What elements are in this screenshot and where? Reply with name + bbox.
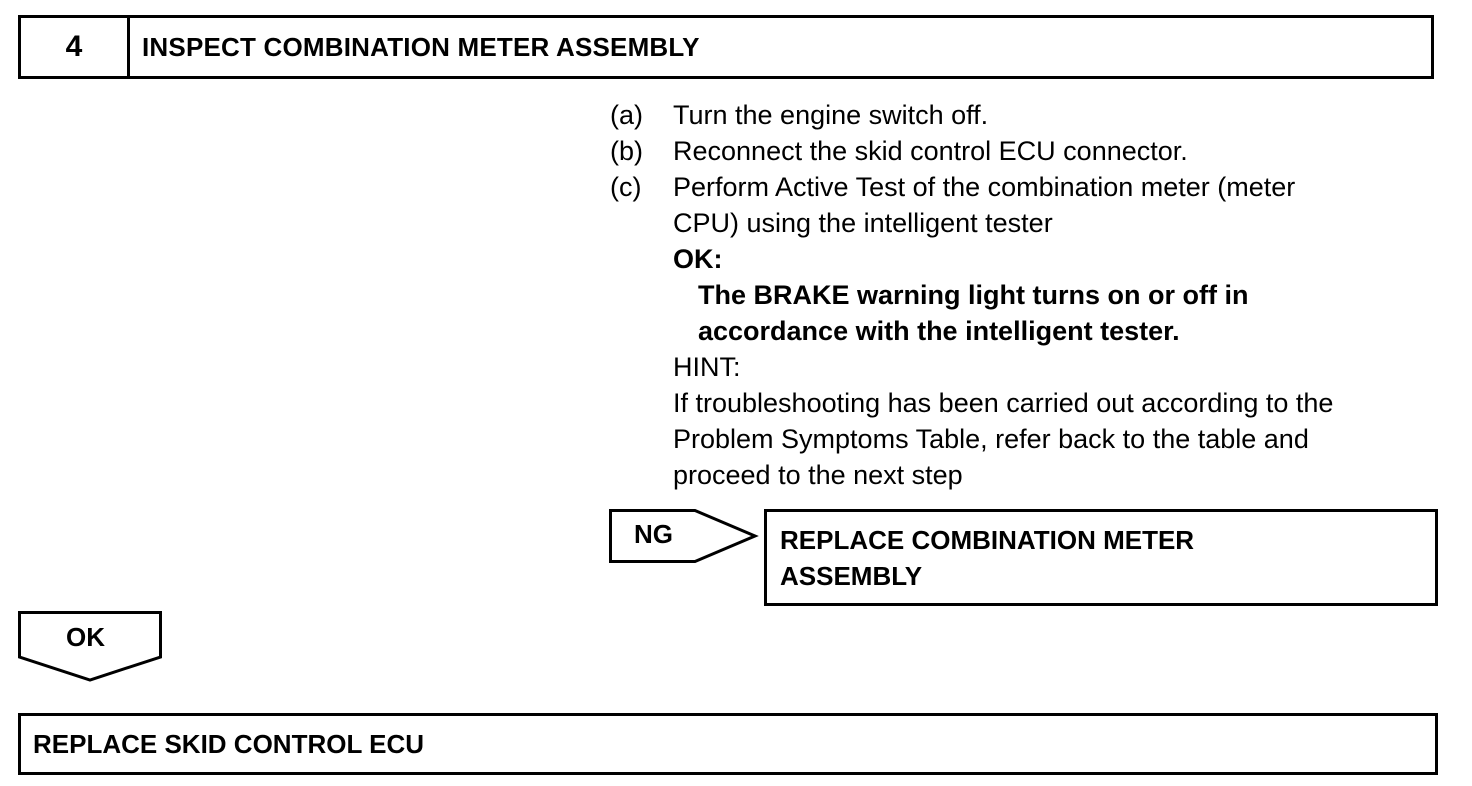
- hint-line1: If troubleshooting has been carried out according to the: [673, 388, 1334, 418]
- ng-action-line2: ASSEMBLY: [780, 561, 923, 591]
- step-header: [18, 15, 1434, 79]
- ng-action-box: [764, 509, 1438, 606]
- ok-criteria-line2: accordance with the intelligent tester.: [698, 316, 1180, 346]
- ng-action-line1: REPLACE COMBINATION METER: [780, 525, 1195, 555]
- ok-criteria-label: OK:: [673, 244, 723, 274]
- hint-line3: proceed to the next step: [673, 460, 963, 490]
- ok-action-box: [18, 713, 1438, 775]
- ng-label: NG: [634, 519, 673, 549]
- ng-arrow-icon: [609, 509, 759, 565]
- instruction-c-line1: Perform Active Test of the combination meter (meter: [673, 172, 1296, 202]
- step-number: 4: [21, 18, 130, 76]
- instruction-a-label: (a): [610, 100, 643, 130]
- ok-label: OK: [66, 622, 105, 652]
- instructions: [610, 97, 1440, 493]
- ok-criteria-line1: The BRAKE warning light turns on or off in: [698, 280, 1249, 310]
- instruction-b-text: Reconnect the skid control ECU connector.: [673, 136, 1188, 166]
- hint-line2: Problem Symptoms Table, refer back to the table and: [673, 424, 1309, 454]
- hint-label: HINT:: [673, 352, 741, 382]
- instruction-c: [610, 169, 1440, 241]
- instruction-a-text: Turn the engine switch off.: [673, 100, 989, 130]
- instruction-c-label: (c): [610, 172, 642, 202]
- ok-action-text: REPLACE SKID CONTROL ECU: [33, 728, 424, 759]
- instruction-b-label: (b): [610, 136, 643, 166]
- instruction-b: [610, 133, 1440, 169]
- instruction-c-text: [673, 169, 1440, 241]
- instruction-c-line2: CPU) using the intelligent tester: [673, 208, 1053, 238]
- instruction-a: [610, 97, 1440, 133]
- step-title: INSPECT COMBINATION METER ASSEMBLY: [142, 31, 700, 62]
